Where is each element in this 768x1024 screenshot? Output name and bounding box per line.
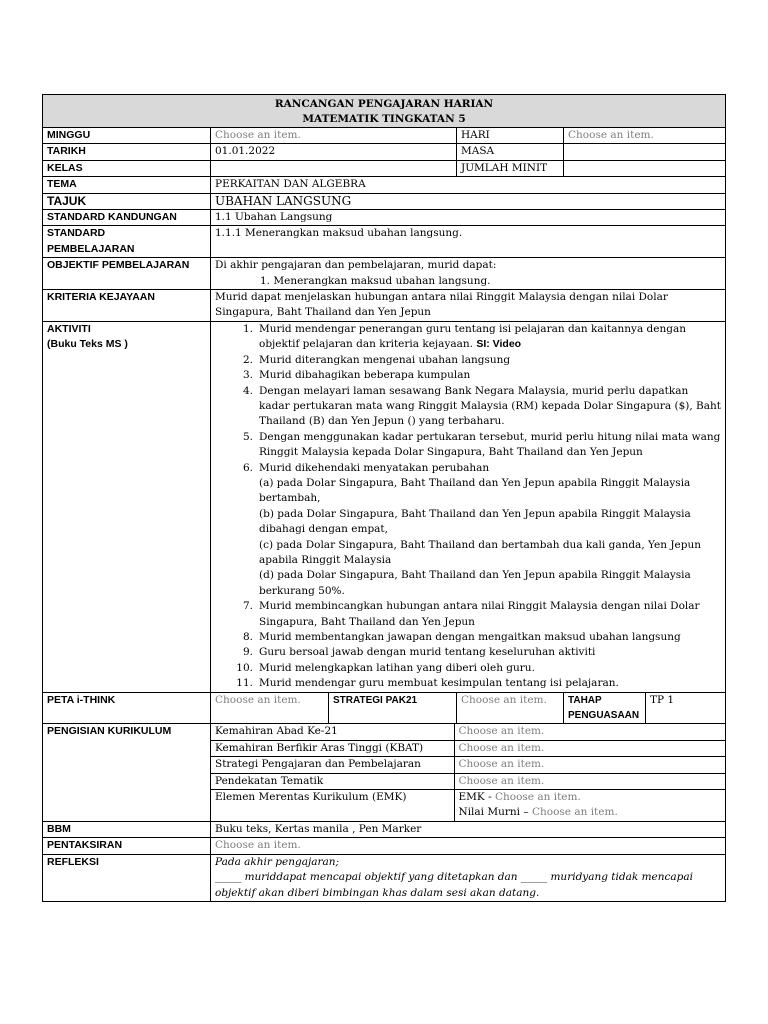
label-masa: MASA (457, 144, 564, 160)
aktiviti-item (215, 645, 721, 660)
aktiviti-item-number: 11. (236, 677, 253, 690)
aktiviti-list[interactable] (211, 321, 726, 692)
row-kriteria (43, 290, 726, 322)
row-tajuk (43, 193, 726, 209)
header-title: RANCANGAN PENGAJARAN HARIAN (274, 98, 494, 110)
label-pentaksiran: PENTAKSIRAN (43, 838, 211, 854)
tajuk-value[interactable]: UBAHAN LANGSUNG (211, 193, 726, 209)
aktiviti-item-text (259, 630, 721, 645)
row-peta (43, 692, 726, 724)
aktiviti-buku-teks: (Buku Teks MS ) (47, 338, 128, 351)
label-kelas: KELAS (43, 160, 211, 176)
kurikulum-cell (211, 724, 726, 821)
jumlah-minit-value[interactable] (564, 160, 726, 176)
label-penguasaan: PENGUASAAN (568, 710, 640, 722)
aktiviti-item-number (215, 476, 259, 507)
standard-kandungan-value[interactable]: 1.1 Ubahan Langsung (211, 210, 726, 226)
header-row (43, 95, 726, 128)
label-objektif: OBJEKTIF PEMBELAJARAN (43, 258, 211, 290)
aktiviti-title: AKTIVITI (47, 322, 91, 335)
aktiviti-item-text (259, 430, 721, 461)
emk-prefix: EMK - (458, 791, 495, 804)
kurikulum-table (211, 724, 725, 820)
aktiviti-item-body: Murid dikehendaki menyatakan perubahan (259, 461, 490, 474)
masa-value[interactable] (564, 144, 726, 160)
aktiviti-item-body: Murid melengkapkan latihan yang diberi oleh guru. (259, 661, 535, 674)
row-tema (43, 177, 726, 193)
aktiviti-item-number: 5. (242, 430, 253, 443)
aktiviti-item-body: Murid dibahagikan beberapa kumpulan (259, 369, 471, 382)
header-subtitle: MATEMATIK TINGKATAN 5 (302, 113, 466, 125)
label-strategi-pak21: STRATEGI PAK21 (329, 692, 457, 724)
tema-value[interactable]: PERKAITAN DAN ALGEBRA (211, 177, 726, 193)
aktiviti-item-number: 6. (242, 461, 253, 474)
kurikulum-item-tematik: Pendekatan Tematik (211, 773, 454, 789)
aktiviti-item (215, 461, 721, 476)
label-pembelajaran: PEMBELAJARAN (47, 242, 135, 255)
aktiviti-item (215, 538, 721, 569)
aktiviti-item-body: (a) pada Dolar Singapura, Baht Thailand dan Yen Jepun apabila Ringgit Malaysia bertambah, (259, 476, 691, 505)
bbm-value[interactable]: Buku teks, Kertas manila , Pen Marker (211, 821, 726, 837)
aktiviti-item-body: Dengan menggunakan kadar pertukaran tersebut, murid perlu hitung nilai mata wang Ringgit Malaysia kepada Dolar Singapura, Baht Thailand dan Yen Jepun (259, 430, 721, 459)
nilai-murni-line (459, 805, 722, 820)
aktiviti-item-text (259, 538, 721, 569)
refleksi-line2: _____ muriddapat mencapai objektif yang ditetapkan dan _____ muridyang tidak mencapai objektif akan diberi bimbingan khas dalam sesi akan datang. (215, 871, 693, 899)
label-standard: STANDARD (47, 227, 106, 240)
row-bbm (43, 821, 726, 837)
aktiviti-item (215, 322, 721, 353)
emk-select[interactable]: Choose an item. (494, 791, 581, 804)
row-kelas (43, 160, 726, 176)
aktiviti-item-body: (d) pada Dolar Singapura, Baht Thailand dan Yen Jepun apabila Ringgit Malaysia berkurang 50%. (259, 569, 691, 597)
aktiviti-item-number: 2. (242, 353, 253, 366)
label-kriteria: KRITERIA KEJAYAAN (43, 290, 211, 322)
pentaksiran-select[interactable]: Choose an item. (211, 838, 726, 854)
aktiviti-item-body: Murid membincangkan hubungan antara nilai Ringgit Malaysia dengan nilai Dolar Singapura, Baht Thailand dan Yen Jepun (259, 600, 700, 628)
label-aktiviti (43, 321, 211, 692)
kurikulum-item-strategi: Strategi Pengajaran dan Pembelajaran (211, 757, 454, 773)
aktiviti-item-text (259, 661, 721, 676)
aktiviti-item-body: Murid membentangkan jawapan dengan mengaitkan maksud ubahan langsung (259, 631, 681, 643)
label-tahap: TAHAP (568, 694, 602, 706)
aktiviti-item-number: 3. (242, 369, 253, 382)
aktiviti-item-text (259, 368, 721, 383)
aktiviti-item-body: Murid diterangkan mengenai ubahan langsung (259, 353, 511, 366)
aktiviti-item-body: Murid mendengar guru membuat kesimpulan tentang isi pelajaran. (259, 677, 619, 690)
aktiviti-item-text (259, 353, 721, 368)
aktiviti-item-body: (b) pada Dolar Singapura, Baht Thailand dan Yen Jepun apabila Ringgit Malaysia dibahagi dengan empat, (259, 507, 691, 536)
row-standard-kandungan (43, 210, 726, 226)
tarikh-value[interactable]: 01.01.2022 (211, 144, 457, 160)
aktiviti-item (215, 507, 721, 538)
label-tarikh: TARIKH (43, 144, 211, 160)
aktiviti-item-body: Guru bersoal jawab dengan murid tentang keseluruhan aktiviti (259, 646, 596, 659)
nilai-murni-select[interactable]: Choose an item. (531, 806, 618, 819)
lesson-plan-sheet (42, 94, 725, 902)
aktiviti-item-body: Murid mendengar penerangan guru tentang isi pelajaran dan kaitannya dengan objektif pelajaran dan kriteria kejayaan. (259, 322, 686, 351)
aktiviti-item-number: 10. (236, 661, 253, 674)
aktiviti-item-text (259, 645, 721, 660)
tematik-select[interactable]: Choose an item. (454, 773, 725, 789)
aktiviti-item-body: (c) pada Dolar Singapura, Baht Thailand dan bertambah dua kali ganda, Yen Jepun apabila Ringgit Malaysia (259, 538, 701, 566)
kelas-value[interactable] (211, 160, 457, 176)
row-standard-pembelajaran (43, 226, 726, 258)
kbat-select[interactable]: Choose an item. (454, 740, 725, 756)
aktiviti-item-number: 1. (242, 322, 253, 335)
aktiviti-item (215, 353, 721, 368)
objektif-intro: Di akhir pengajaran dan pembelajaran, murid dapat: (215, 259, 497, 272)
row-pentaksiran (43, 838, 726, 854)
refleksi-line1: Pada akhir pengajaran; (215, 855, 340, 868)
label-standard-kandungan: STANDARD KANDUNGAN (43, 210, 211, 226)
aktiviti-item (215, 430, 721, 461)
aktiviti-item-text (259, 507, 721, 538)
aktiviti-item-number (215, 568, 259, 599)
aktiviti-item-number: 8. (242, 631, 253, 643)
row-aktiviti (43, 321, 726, 692)
row-minggu (43, 128, 726, 144)
row-tarikh (43, 144, 726, 160)
objektif-value[interactable] (211, 258, 726, 290)
tp-value[interactable]: TP 1 (646, 692, 726, 724)
label-tema: TEMA (43, 177, 211, 193)
lesson-plan-table (42, 94, 726, 902)
aktiviti-item (215, 676, 721, 691)
label-tajuk: TAJUK (43, 193, 211, 209)
aktiviti-item (215, 384, 721, 430)
refleksi-value[interactable] (211, 854, 726, 901)
label-jumlah-minit: JUMLAH MINIT (457, 160, 564, 176)
label-tahap-penguasaan (564, 692, 646, 724)
standard-pembelajaran-value[interactable]: 1.1.1 Menerangkan maksud ubahan langsung. (211, 226, 726, 258)
label-minggu: MINGGU (43, 128, 211, 144)
aktiviti-item-text (259, 676, 721, 691)
aktiviti-item-body: Dengan melayari laman sesawang Bank Negara Malaysia, murid perlu dapatkan kadar pertukaran mata wang Ringgit Malaysia (RM) kepada Dolar Singapura ($), Baht Thailand (B) dan Yen Jepun () yang terbaharu. (259, 384, 721, 428)
aktiviti-item-text (259, 599, 721, 630)
aktiviti-item-number (215, 507, 259, 538)
label-standard-pembelajaran (43, 226, 211, 258)
aktiviti-item (215, 476, 721, 507)
aktiviti-item-number: 4. (242, 384, 253, 397)
aktiviti-item-number (215, 538, 259, 569)
row-kurikulum (43, 724, 726, 821)
aktiviti-item-bold: SI: Video (476, 338, 522, 351)
aktiviti-item (215, 368, 721, 383)
aktiviti-item (215, 630, 721, 645)
minggu-select[interactable]: Choose an item. (211, 128, 457, 144)
label-peta-ithink: PETA i-THINK (43, 692, 211, 724)
emk-line (459, 790, 722, 805)
peta-select[interactable]: Choose an item. (211, 692, 329, 724)
objektif-item: 1. Menerangkan maksud ubahan langsung. (260, 274, 491, 287)
aktiviti-item-number: 7. (242, 600, 253, 613)
row-refleksi (43, 854, 726, 901)
aktiviti-item-text (259, 384, 721, 430)
aktiviti-item-text (259, 461, 721, 476)
label-hari: HARI (457, 128, 564, 144)
strategi-pdp-select[interactable]: Choose an item. (454, 757, 725, 773)
aktiviti-item (215, 599, 721, 630)
kurikulum-item-kbat: Kemahiran Berfikir Aras Tinggi (KBAT) (211, 740, 454, 756)
row-objektif (43, 258, 726, 290)
label-pengisian-kurikulum: PENGISIAN KURIKULUM (43, 724, 211, 821)
aktiviti-item-text (259, 476, 721, 507)
label-refleksi: REFLEKSI (43, 854, 211, 901)
emk-cell (454, 790, 725, 821)
strategi-select[interactable]: Choose an item. (457, 692, 564, 724)
aktiviti-item-number: 9. (242, 646, 253, 659)
label-bbm: BBM (43, 821, 211, 837)
aktiviti-item-text (259, 568, 721, 599)
aktiviti-item (215, 568, 721, 599)
kriteria-value[interactable]: Murid dapat menjelaskan hubungan antara nilai Ringgit Malaysia dengan nilai Dolar Singapura, Baht Thailand dan Yen Jepun (211, 290, 726, 322)
hari-select[interactable]: Choose an item. (564, 128, 726, 144)
abad21-select[interactable]: Choose an item. (454, 724, 725, 740)
kurikulum-item-emk: Elemen Merentas Kurikulum (EMK) (211, 790, 454, 821)
nilai-murni-prefix: Nilai Murni – (458, 806, 532, 819)
kurikulum-item-abad21: Kemahiran Abad Ke-21 (211, 724, 454, 740)
aktiviti-item-text (259, 322, 721, 353)
aktiviti-item (215, 661, 721, 676)
